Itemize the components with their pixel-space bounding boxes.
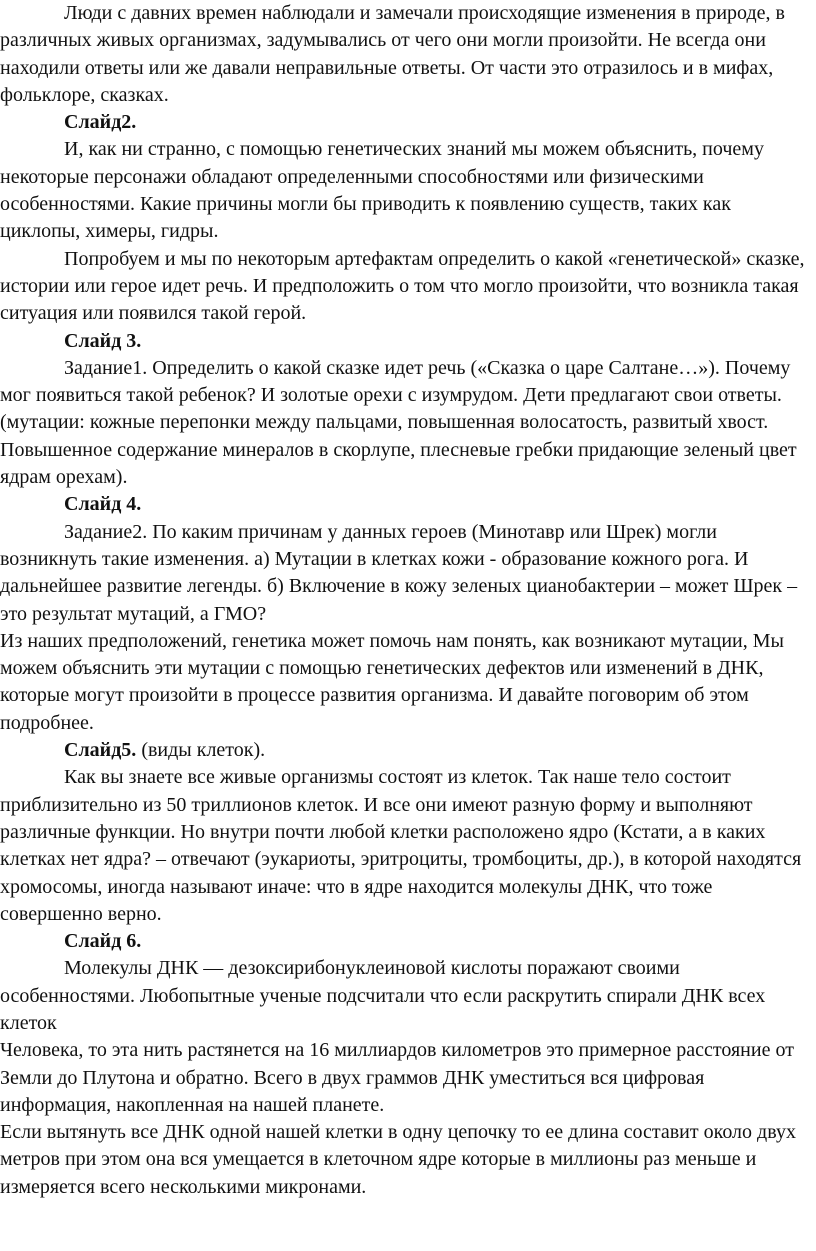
genetics-paragraph: Из наших предположений, генетика может помочь нам понять, как возникают мутации, Мы можем объяснить эти мутации с помощью генетических дефектов или изменений в ДНК, которые могут произойти в процессе развития организма. И давайте поговорим об этом подробнее.: [0, 629, 784, 734]
slide-5-subtitle: (виды клеток).: [136, 739, 266, 762]
slide-4-heading: Слайд 4.: [64, 493, 142, 516]
slide-5-heading: [0, 737, 812, 764]
dna-paragraph: Молекулы ДНК — дезоксирибонуклеиновой кислоты поражают своими особенностями. Любопытные ученые подсчитали что если раскрутить спирали ДНК всех клеток: [0, 957, 766, 1034]
slide-3-heading: Слайд 3.: [64, 329, 142, 352]
slide-5-title: Слайд5.: [64, 739, 137, 762]
cells-paragraph: Как вы знаете все живые организмы состоят из клеток. Так наше тело состоит приблизительно из 50 триллионов клеток. И все они имеют разную форму и выполняют различные функции. Но внутри почти любой клетки расположено ядро (Кстати, а в каких клетках нет ядра? – отвечают (эукариоты, эритроциты, тромбоциты, др.), в которой находятся хромосомы, иногда называют иначе: что в ядре находится молекулы ДНК, что тоже совершенно верно.: [0, 766, 802, 925]
task-1-paragraph: Задание1. Определить о какой сказке идет речь («Сказка о царе Салтане…»). Почему мог появиться такой ребенок? И золотые орехи с изумрудом. Дети предлагают свои ответы. (мутации: кожные перепонки между пальцами, повышенная волосатость, развитый хвост. Повышенное содержание минералов в скорлупе, плесневые гребки придающие зеленый цвет ядрам орехам).: [0, 356, 797, 489]
slide-2-heading: Слайд2.: [64, 111, 137, 134]
artifacts-paragraph: Попробуем и мы по некоторым артефактам определить о какой «генетической» сказке, истории или герое идет речь. И предположить о том что могло произойти, что возникла такая ситуация или появился такой герой.: [0, 247, 805, 325]
slide-6-heading: Слайд 6.: [64, 930, 142, 953]
dna-cell-paragraph: Если вытянуть все ДНК одной нашей клетки в одну цепочку то ее длина составит около двух метров при этом она вся умещается в клеточном ядре которые в миллионы раз меньше и измеряется всего несколькими микронами.: [0, 1121, 796, 1198]
task-2-paragraph: Задание2. По каким причинам у данных героев (Минотавр или Шрек) могли возникнуть такие изменения. а) Мутации в клетках кожи - образование кожного рога. И дальнейшее развитие легенды. б) Включение в кожу зеленых цианобактерии – может Шрек – это результат мутаций, а ГМО?: [0, 520, 798, 625]
slide-2-paragraph: И, как ни странно, с помощью генетических знаний мы можем объяснить, почему некоторые персонажи обладают определенными способностями или физическими особенностями. Какие причины могли бы приводить к появлению существ, таких как циклопы, химеры, гидры.: [0, 138, 764, 243]
dna-length-paragraph: Человека, то эта нить растянется на 16 миллиардов километров это примерное расстояние от Земли до Плутона и обратно. Всего в двух граммов ДНК уместиться вся цифровая информация, накопленная на нашей планете.: [0, 1039, 794, 1116]
intro-paragraph: Люди с давних времен наблюдали и замечали происходящие изменения в природе, в различных живых организмах, задумывались от чего они могли произойти. Не всегда они находили ответы или же давали неправильные ответы. От части это отразилось и в мифах, фольклоре, сказках.: [0, 2, 785, 106]
